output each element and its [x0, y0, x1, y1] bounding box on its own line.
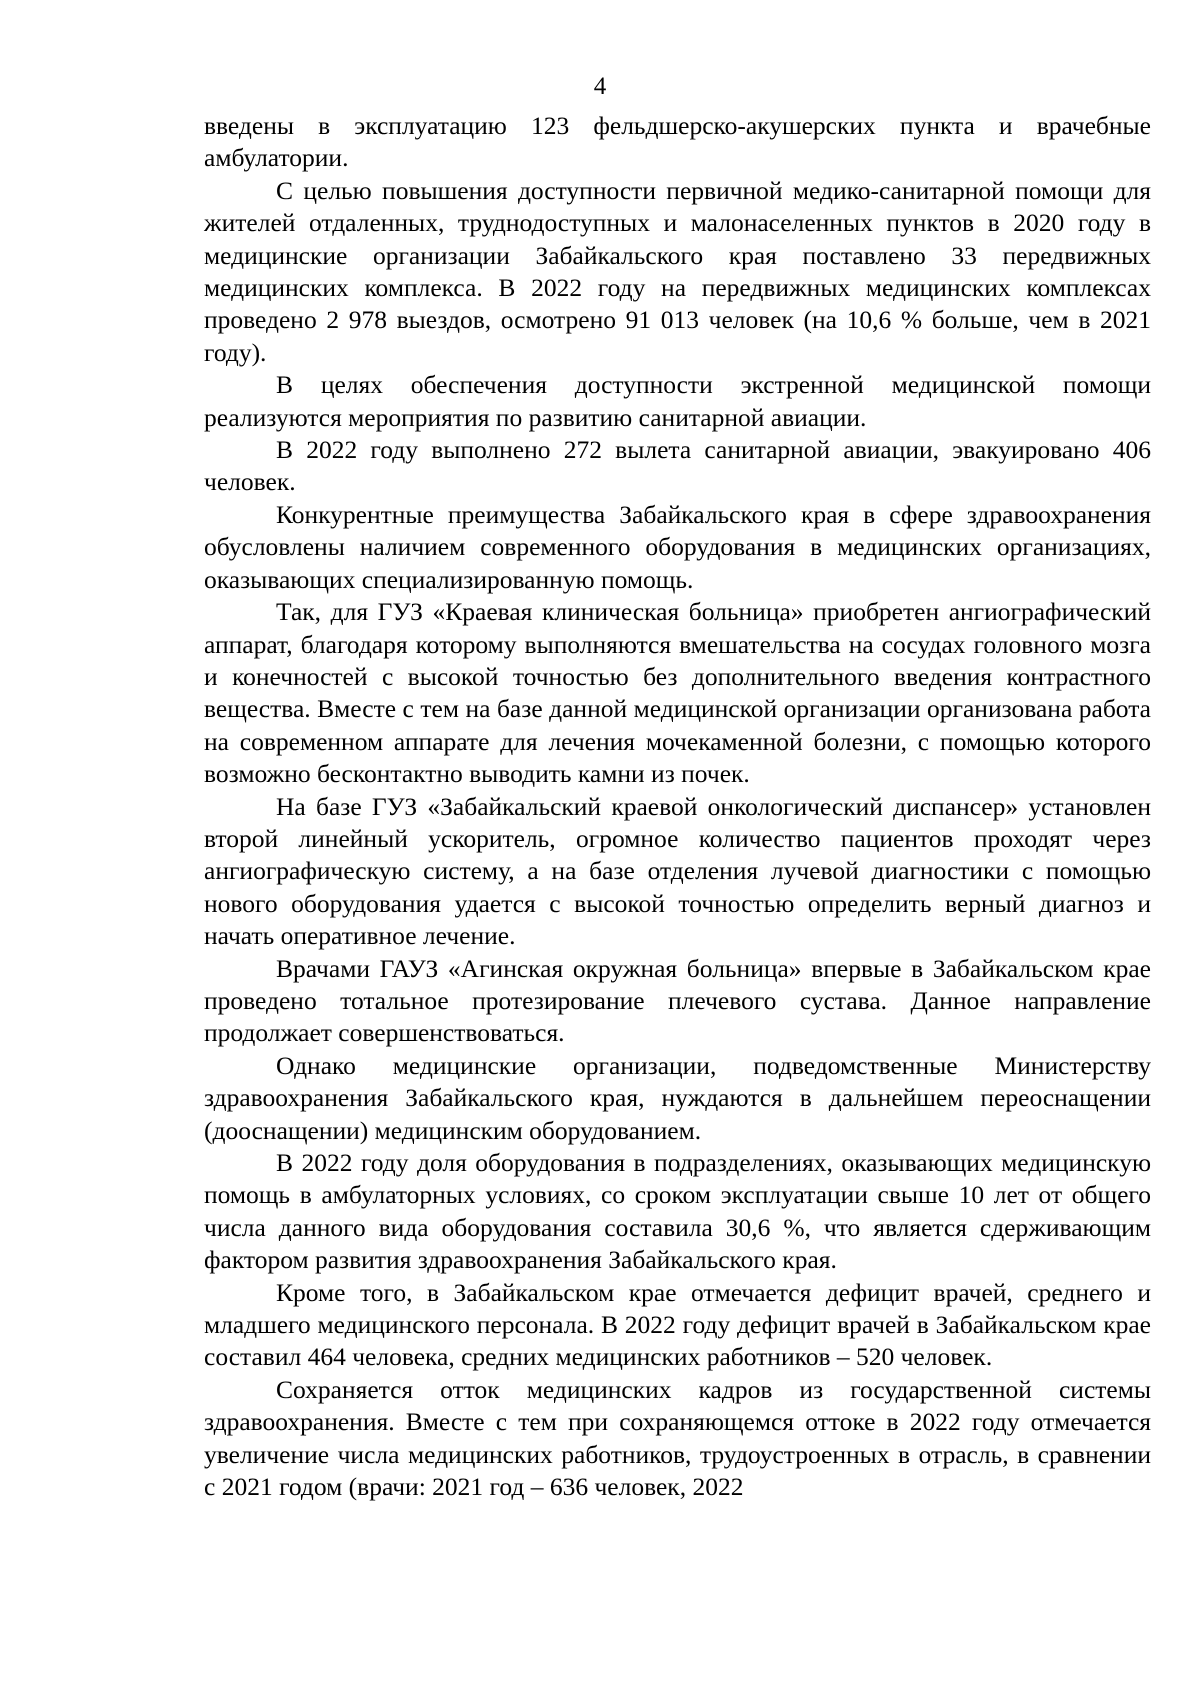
paragraph-oncology-dispensary: На базе ГУЗ «Забайкальский краевой онкологический диспансер» установлен второй линейный ускоритель, огромное количество пациентов проходят через ангиографическую систему, а на базе отделения лучевой диагностики с помощью нового оборудования удается с высокой точностью определить верный диагноз и начать оперативное лечение. — [204, 791, 1151, 951]
document-body — [204, 110, 1151, 1503]
paragraph-reequipment-need: Однако медицинские организации, подведомственные Министерству здравоохранения Забайкальского края, нуждаются в дальнейшем переоснащении (дооснащении) медицинским оборудованием. — [204, 1050, 1151, 1145]
paragraph-regional-hospital: Так, для ГУЗ «Краевая клиническая больница» приобретен ангиографический аппарат, благодаря которому выполняются вмешательства на сосудах головного мозга и конечностей с высокой точностью без дополнительного введения контрастного вещества. Вместе с тем на базе данной медицинской организации организована работа на современном аппарате для лечения мочекаменной болезни, с помощью которого возможно бесконтактно выводить камни из почек. — [204, 597, 1151, 789]
paragraph-aginsk-hospital: Врачами ГАУЗ «Агинская окружная больница» впервые в Забайкальском крае проведено тотальное протезирование плечевого сустава. Данное направление продолжает совершенствоваться. — [204, 953, 1151, 1048]
paragraph-emergency-care: В целях обеспечения доступности экстренной медицинской помощи реализуются мероприятия по развитию санитарной авиации. — [204, 370, 1151, 432]
paragraph-equipment-age: В 2022 году доля оборудования в подразделениях, оказывающих медицинскую помощь в амбулаторных условиях, со сроком эксплуатации свыше 10 лет от общего числа данного вида оборудования составила 30,6 %, что является сдерживающим фактором развития здравоохранения Забайкальского края. — [204, 1148, 1151, 1275]
page-number: 4 — [593, 73, 607, 100]
paragraph-continuation: введены в эксплуатацию 123 фельдшерско-акушерских пункта и врачебные амбулатории. — [204, 111, 1151, 173]
paragraph-competitive-advantages: Конкурентные преимущества Забайкальского края в сфере здравоохранения обусловлены наличием современного оборудования в медицинских организациях, оказывающих специализированную помощь. — [204, 499, 1151, 594]
paragraph-staff-outflow: Сохраняется отток медицинских кадров из государственной системы здравоохранения. Вместе с тем при сохраняющемся оттоке в 2022 году отмечается увеличение числа медицинских работников, трудоустроенных в отрасль, в сравнении с 2021 годом (врачи: 2021 год – 636 человек, 2022 — [204, 1374, 1151, 1502]
paragraph-mobile-complexes: С целью повышения доступности первичной медико-санитарной помощи для жителей отдаленных, труднодоступных и малонаселенных пунктов в 2020 году в медицинские организации Забайкальского края поставлено 33 передвижных медицинских комплекса. В 2022 году на передвижных медицинских комплексах проведено 2 978 выездов, осмотрено 91 013 человек (на 10,6 % больше, чем в 2021 году). — [204, 175, 1151, 367]
paragraph-staff-deficit: Кроме того, в Забайкальском крае отмечается дефицит врачей, среднего и младшего медицинского персонала. В 2022 году дефицит врачей в Забайкальском крае составил 464 человека, средних медицинских работников – 520 человек. — [204, 1277, 1151, 1372]
paragraph-sanitary-aviation: В 2022 году выполнено 272 вылета санитарной авиации, эвакуировано 406 человек. — [204, 435, 1151, 497]
